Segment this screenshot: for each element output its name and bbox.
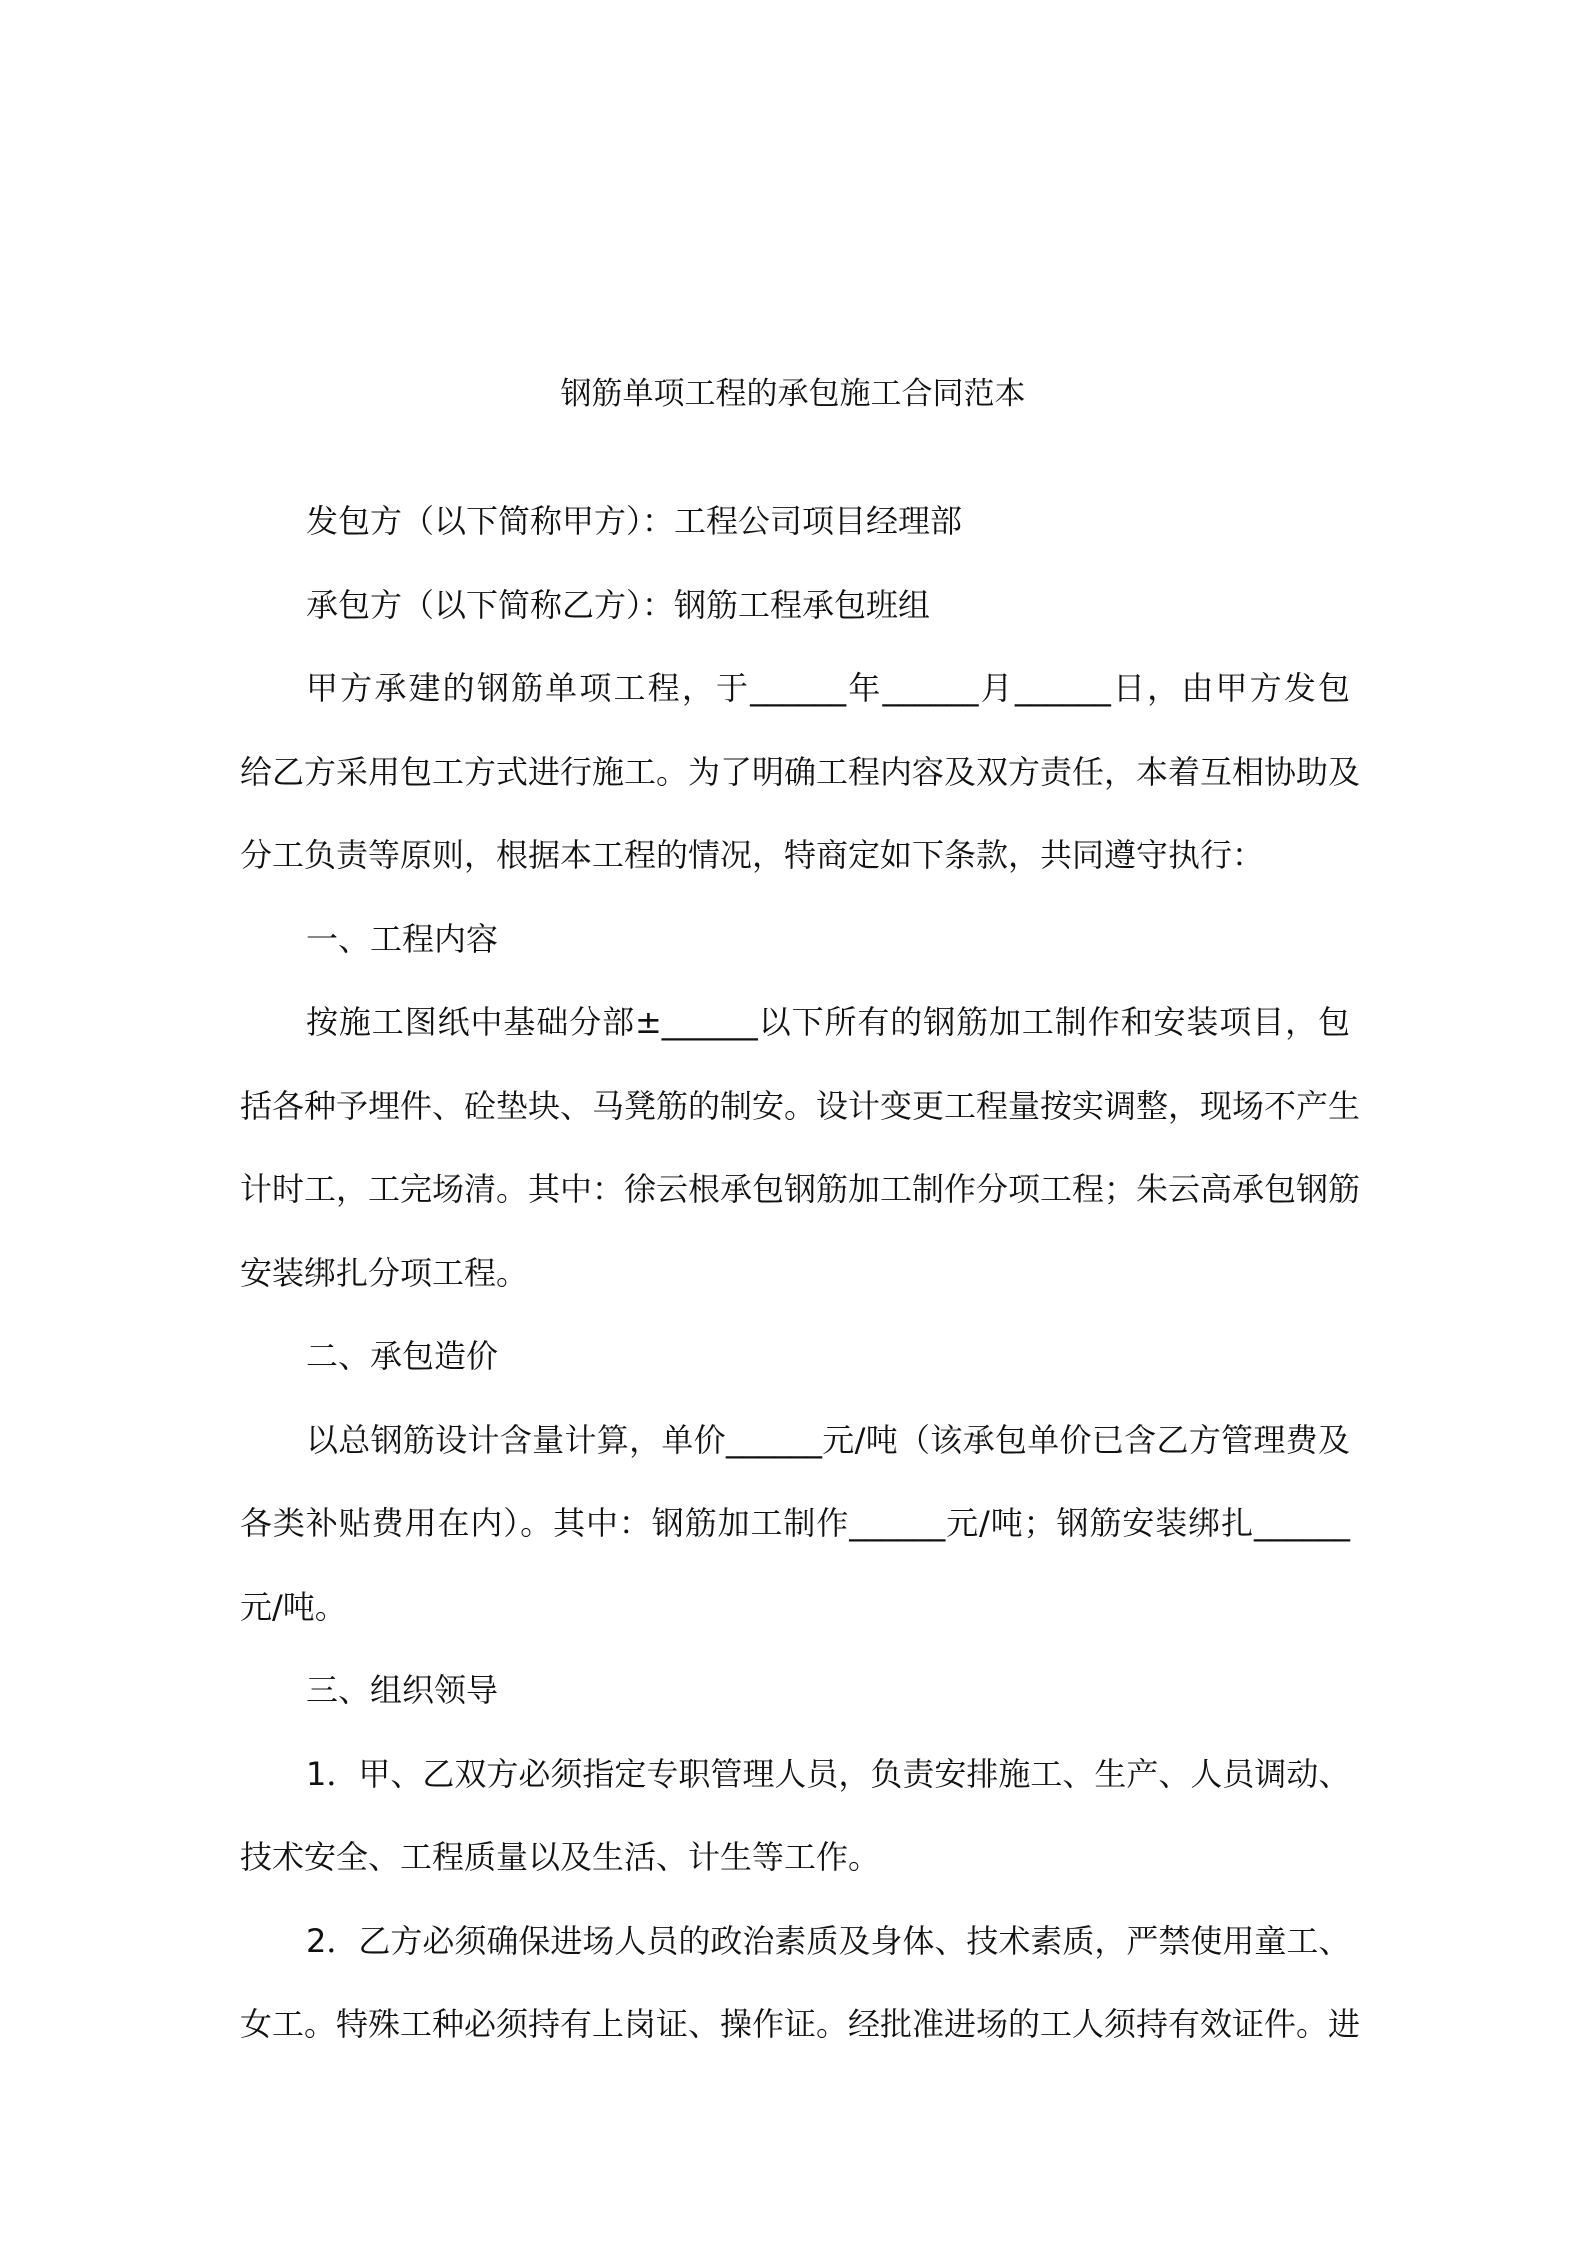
section-3-item-2-line-2: 女工。特殊工种必须持有上岗证、操作证。经批准进场的工人须持有效证件。进: [240, 2005, 1361, 2043]
section-1-line-1: 按施工图纸中基础分部±______以下所有的钢筋加工制作和安装项目，包: [306, 1003, 1350, 1041]
preamble-line-3: 分工负责等原则，根据本工程的情况，特商定如下条款，共同遵守执行：: [240, 836, 1265, 874]
section-1-line-3: 计时工，工完场清。其中：徐云根承包钢筋加工制作分项工程；朱云高承包钢筋: [240, 1170, 1361, 1208]
section-1-line-2: 括各种予埋件、砼垫块、马凳筋的制安。设计变更工程量按实调整，现场不产生: [240, 1086, 1361, 1125]
section-2-line-3: 元/吨。: [240, 1587, 347, 1626]
section-3-item-1-line-2: 技术安全、工程质量以及生活、计生等工作。: [240, 1838, 881, 1876]
document-body: [240, 480, 1361, 2067]
preamble-line-2: 给乙方采用包工方式进行施工。为了明确工程内容及双方责任，本着互相协助及: [240, 752, 1361, 791]
section-3-item-1-line-1: 1．甲、乙双方必须指定专职管理人员，负责安排施工、生产、人员调动、: [306, 1754, 1351, 1793]
preamble-line-1: 甲方承建的钢筋单项工程，于______年______月______日，由甲方发包: [306, 669, 1350, 707]
section-heading-3: 三、组织领导: [306, 1671, 499, 1709]
party-a-line: 发包方（以下简称甲方）：工程公司项目经理部: [306, 502, 963, 540]
section-2-line-1: 以总钢筋设计含量计算，单价______元/吨（该承包单价已含乙方管理费及: [306, 1420, 1350, 1459]
document-title: 钢筋单项工程的承包施工合同范本: [560, 376, 1026, 412]
section-1-line-4: 安装绑扎分项工程。: [240, 1253, 529, 1292]
section-2-line-2: 各类补贴费用在内）。其中：钢筋加工制作______元/吨；钢筋安装绑扎______: [240, 1504, 1350, 1542]
section-heading-1: 一、工程内容: [306, 919, 499, 958]
section-heading-2: 二、承包造价: [306, 1337, 499, 1375]
party-b-line: 承包方（以下简称乙方）：钢筋工程承包班组: [306, 585, 931, 624]
section-3-item-2-line-1: 2．乙方必须确保进场人员的政治素质及身体、技术素质，严禁使用童工、: [306, 1921, 1351, 1960]
